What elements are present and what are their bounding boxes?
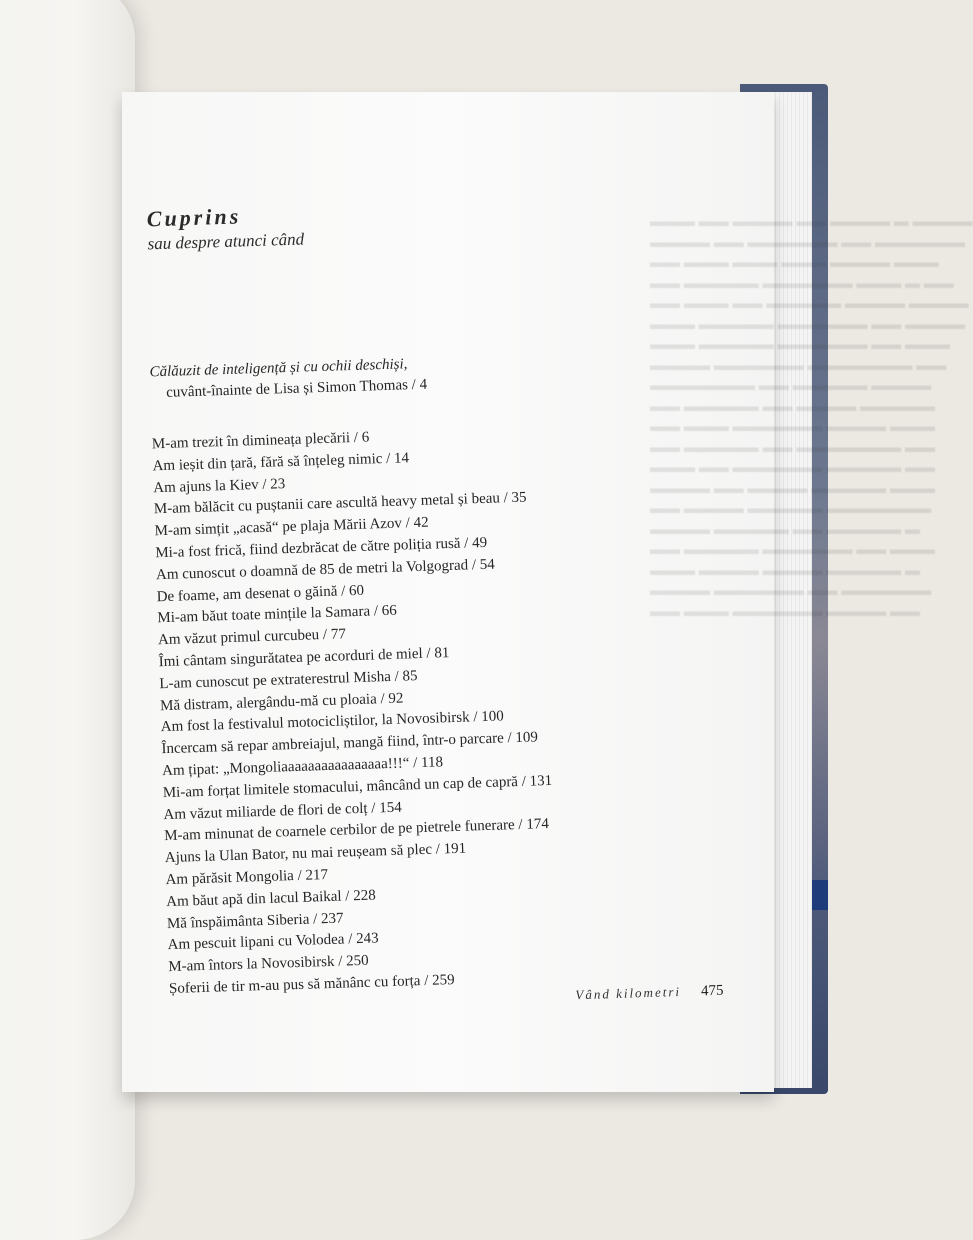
toc-entry: Am cunoscut o doamnă de 85 de metri la Volgograd / 54	[155, 556, 496, 584]
show-through-text: ▬▬▬ ▬▬ ▬▬▬▬ ▬▬ ▬▬▬▬ ▬ ▬▬▬▬ ▬▬▬▬ ▬▬ ▬▬▬▬▬▬ ▬▬ ▬▬▬▬▬▬ ▬▬ ▬▬▬ ▬▬▬ ▬▬▬ ▬▬▬▬ ▬▬▬ ▬▬ ▬▬▬▬▬ ▬▬▬▬▬▬ ▬▬▬ ▬ ▬▬ ▬▬ ▬▬▬ ▬▬ ▬▬▬▬▬ ▬▬▬▬ ▬▬▬▬ ▬▬▬ ▬▬▬▬▬ ▬▬▬▬▬▬ ▬▬ ▬▬▬▬ ▬▬▬ ▬▬▬▬▬ ▬▬▬▬▬▬ ▬▬ ▬▬▬ ▬▬▬▬ ▬▬▬▬▬▬ ▬▬▬▬▬▬▬ ▬▬ ▬▬▬▬▬▬▬ ▬▬ ▬▬▬▬▬ ▬▬▬▬ ▬▬ ▬▬▬▬▬ ▬▬ ▬▬▬▬ ▬▬▬▬▬ ▬▬ ▬▬▬ ▬▬▬▬▬▬ ▬▬▬▬ ▬▬▬ ▬▬ ▬▬▬▬▬ ▬▬ ▬▬▬▬▬▬▬ ▬▬ ▬▬▬ ▬▬ ▬▬▬▬▬▬ ▬▬▬▬▬ ▬▬ ▬▬▬▬ ▬▬ ▬▬▬▬ ▬▬▬▬▬ ▬▬▬ ▬▬ ▬▬▬▬ ▬▬▬▬▬ ▬▬▬▬▬▬▬ ▬▬▬▬ ▬▬▬▬▬ ▬▬ ▬▬▬▬▬ ▬ ▬▬ ▬▬▬▬▬ ▬▬▬▬▬▬ ▬▬ ▬▬▬ ▬▬▬ ▬▬▬▬ ▬▬▬▬ ▬▬▬▬▬ ▬ ▬▬▬▬ ▬▬▬▬▬▬ ▬▬ ▬▬▬▬▬▬ ▬▬ ▬▬▬ ▬▬▬▬▬▬ ▬▬▬▬ ▬▬	[650, 214, 973, 620]
toc-entry: Mă distram, alergându-mă cu ploaia / 92	[159, 690, 404, 714]
toc-entry: Mi-a fost frică, fiind dezbrăcat de către poliția rusă / 49	[155, 534, 488, 562]
toc-entry: Ajuns la Ulan Bator, nu mai reușeam să plec / 191	[164, 840, 467, 867]
toc-entry: Am văzut primul curcubeu / 77	[157, 626, 347, 649]
toc-entry: Am văzut miliarde de flori de colț / 154	[163, 799, 402, 823]
toc-entry: Am fost la festivalul motocicliștilor, la Novosibirsk / 100	[160, 708, 504, 736]
toc-entry: De foame, am desenat o găină / 60	[156, 582, 365, 605]
toc-entry: Am pescuit lipani cu Volodea / 243	[167, 930, 379, 954]
toc-entry: Îmi cântam singurătatea pe acorduri de miel / 81	[158, 645, 450, 671]
toc-entry: M-am întors la Novosibirsk / 250	[168, 952, 369, 976]
book-page	[122, 92, 973, 1092]
toc-entry: Am țipat: „Mongoliaaaaaaaaaaaaaaaa!!!“ / 118	[161, 754, 444, 780]
toc-entry: Mă înspăimânta Siberia / 237	[166, 910, 344, 932]
toc-entry: Încercam să repar ambreiajul, mangă fiind, într-o parcare / 109	[161, 729, 539, 758]
toc-entry: L-am cunoscut pe extraterestrul Misha / 85	[159, 667, 418, 692]
toc-subtitle: sau despre atunci când	[147, 229, 305, 254]
toc-entry: Șoferii de tir m-au pus să mănânc cu forța / 259	[168, 972, 455, 997]
toc-entry: Mi-am băut toate mințile la Samara / 66	[157, 603, 398, 627]
toc-entry: Am ieșit din țară, fără să înțeleg nimic / 14	[152, 450, 410, 475]
cover-blue-detail	[812, 880, 828, 910]
page-footer	[575, 982, 724, 1005]
toc-entry: M-am simțit „acasă“ pe plaja Mării Azov / 42	[154, 514, 429, 540]
page-content	[119, 75, 802, 1095]
foreword-title: Călăuzit de inteligență și cu ochii deschiși,	[149, 356, 408, 381]
foreword-entry	[149, 354, 427, 405]
toc-entry: M-am minunat de coarnele cerbilor de pe pietrele funerare / 174	[163, 816, 550, 845]
toc-entry: M-am trezit în dimineața plecării / 6	[151, 429, 370, 453]
toc-entry: Am băut apă din lacul Baikal / 228	[166, 887, 376, 910]
page-number: 475	[700, 982, 724, 1000]
running-title: Vând kilometri	[575, 983, 682, 1003]
foreword-author-page: cuvânt-înainte de Lisa și Simon Thomas / 4	[166, 376, 428, 401]
toc-entry: Am ajuns la Kiev / 23	[153, 475, 286, 496]
left-page-edge	[0, 0, 135, 1240]
toc-title: Cuprins	[146, 203, 242, 232]
toc-entry: M-am bălăcit cu puștanii care ascultă heavy metal și beau / 35	[153, 489, 527, 518]
toc-list	[152, 422, 559, 1001]
toc-entry: Mi-am forțat limitele stomacului, mâncând un cap de capră / 131	[162, 772, 553, 801]
toc-entry: Am părăsit Mongolia / 217	[165, 866, 329, 889]
